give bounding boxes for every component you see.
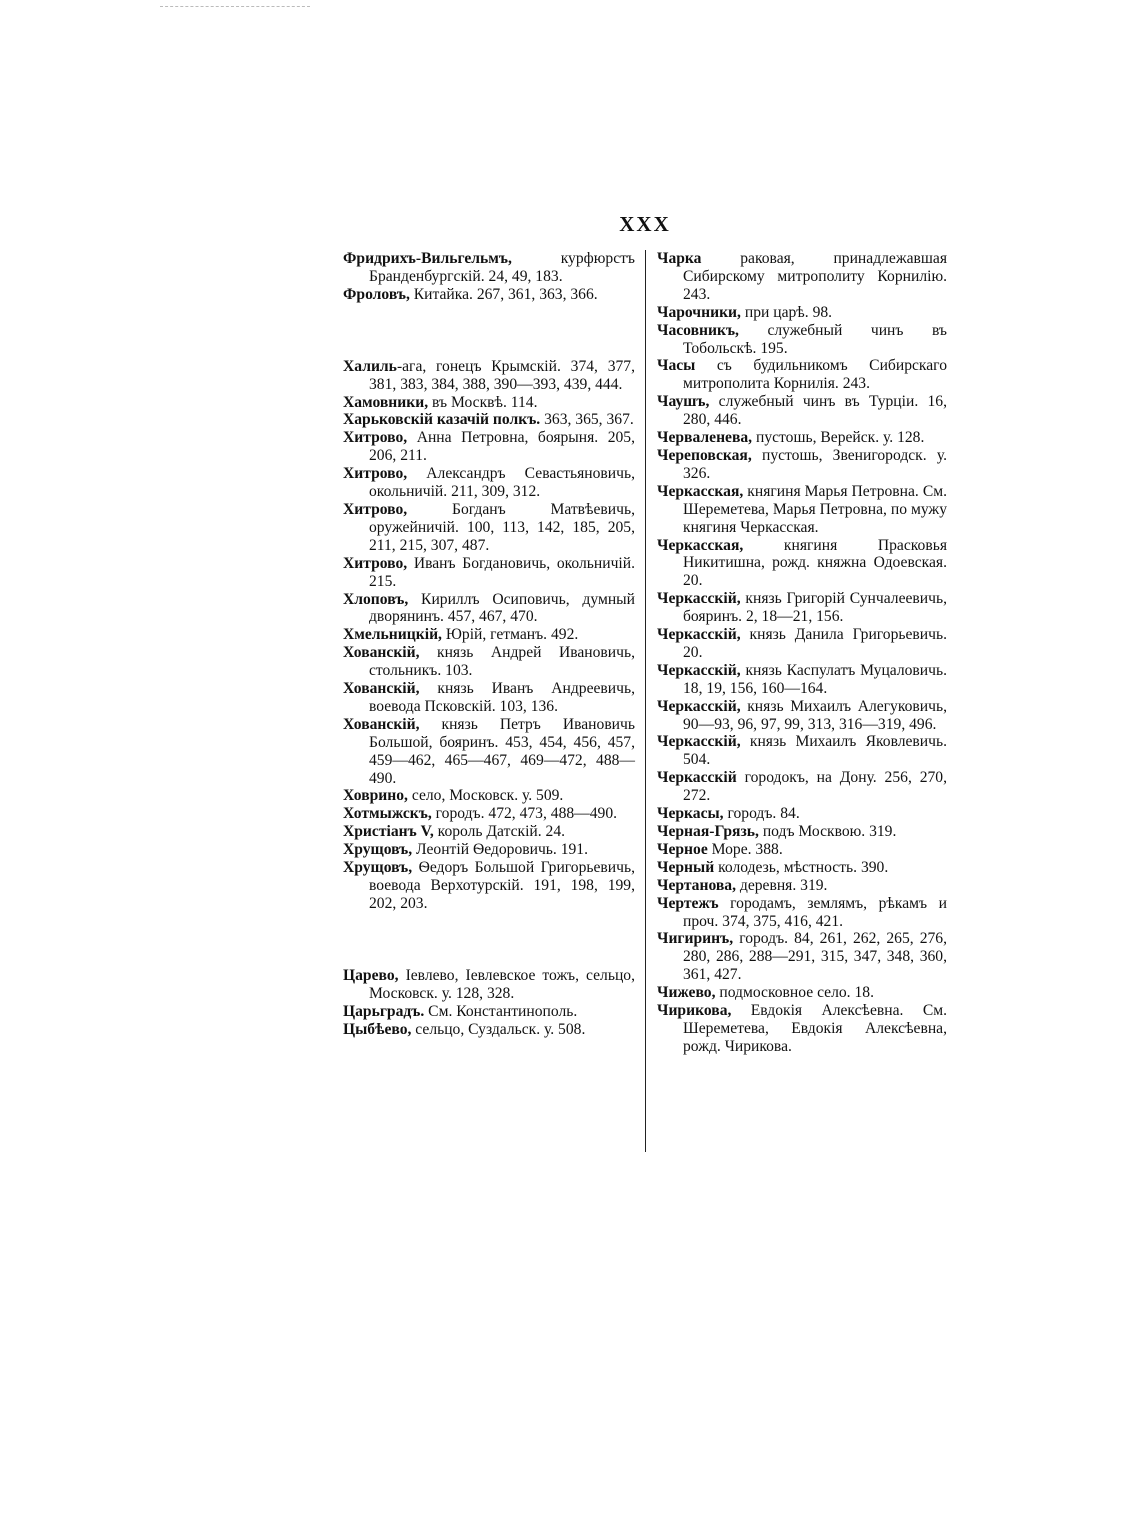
entry-heading: Хрущовъ, (343, 859, 413, 877)
entry-heading: Хамовники, (343, 393, 429, 411)
entry-heading: Ховрино, (343, 787, 408, 805)
entry-heading: Чертежъ (657, 894, 719, 912)
index-entry (657, 930, 947, 984)
entry-text: колодезь, мѣстность. 390. (714, 858, 889, 876)
entry-heading: Хитрово, (343, 465, 408, 483)
entry-heading: Царево, (343, 966, 399, 984)
index-group-kh (343, 358, 635, 913)
column-divider (645, 250, 646, 1152)
index-entry (343, 555, 635, 591)
entry-text: подъ Москвою. 319. (758, 823, 897, 840)
entry-heading: Черкасскій, (657, 661, 741, 679)
index-entry (657, 662, 947, 698)
entry-heading: Хрущовъ, (343, 841, 413, 859)
entry-heading: Чирикова, (657, 1002, 732, 1020)
index-entry (657, 859, 947, 877)
index-entry (657, 1002, 947, 1056)
letter-gap (343, 913, 635, 967)
index-entry (657, 590, 947, 626)
index-entry (657, 769, 947, 805)
entry-text: Анна Петровна, боярыня. 205, 206, 211. (369, 429, 635, 465)
entry-text: княгиня Прасковья Никитишна, рожд. княжна Одоевская. 20. (683, 536, 947, 590)
entry-heading: Хованскій, (343, 715, 420, 733)
entry-text: Море. 388. (707, 840, 783, 858)
entry-heading: Чарка (657, 250, 702, 267)
index-group-f (343, 250, 635, 304)
entry-heading: Черваленева, (657, 429, 753, 447)
entry-text: князь Данила Григорьевичь. 20. (683, 626, 947, 661)
left-column (343, 250, 635, 1038)
entry-heading: Черное (657, 840, 708, 858)
index-entry (343, 501, 635, 555)
entry-text: Іевлево, Іевлевское тожъ, сельцо, Московск. у. 128, 328. (369, 966, 635, 1002)
index-entry (343, 429, 635, 465)
index-entry (657, 698, 947, 734)
entry-text: пустошь, Звенигородск. у. 326. (683, 446, 947, 482)
index-entry (657, 841, 947, 859)
entry-text: князь Михаилъ Алегуковичь, 90—93, 96, 97, 99, 313, 316—319, 496. (683, 697, 947, 733)
right-column (657, 250, 947, 1056)
index-entry (657, 322, 947, 358)
entry-heading: Черкасскій, (657, 590, 741, 608)
entry-heading: Христіанъ V, (343, 823, 434, 841)
scan-mark (160, 6, 310, 8)
index-entry (657, 250, 947, 304)
entry-text: 363, 365, 367. (540, 411, 634, 429)
entry-text: князь Григорій Сунчалеевичь, бояринъ. 2, 18—21, 156. (683, 590, 947, 626)
entry-heading: Хотмыжскъ, (343, 805, 432, 823)
entry-heading: Черкасы, (657, 805, 724, 823)
entry-text: Ѳедоръ Большой Григорьевичь, воевода Верхотурскій. 191, 198, 199, 202, 203. (369, 859, 635, 912)
entry-heading: Чижево, (657, 984, 716, 1002)
entry-heading: Хлоповъ, (343, 590, 409, 608)
entry-text: Китайка. 267, 361, 363, 366. (409, 285, 598, 303)
index-entry (343, 967, 635, 1003)
entry-text: Леонтій Ѳедоровичь. 191. (412, 841, 588, 859)
index-entry (343, 716, 635, 788)
entry-heading: Чертанова, (657, 876, 736, 894)
entry-text: служебный чинъ въ Тобольскѣ. 195. (683, 321, 947, 357)
index-entry (343, 411, 635, 429)
index-entry (343, 591, 635, 627)
index-entry (343, 680, 635, 716)
index-entry (657, 877, 947, 895)
entry-heading: Хмельницкій, (343, 626, 442, 644)
entry-text: съ будильникомъ Сибирскаго митрополита Корнилія. 243. (683, 357, 947, 393)
entry-text: служебный чинъ въ Турціи. 16, 280, 446. (683, 393, 947, 429)
entry-text: Евдокія Алексѣевна. См. Шереметева, Евдокія Алексѣевна, рожд. Чирикова. (683, 1002, 947, 1055)
index-entry (657, 733, 947, 769)
entry-text: князь Петръ Ивановичь Большой, бояринъ. 453, 454, 456, 457, 459—462, 465—467, 469—472, 488—490. (369, 715, 635, 787)
entry-text: при царѣ. 98. (740, 303, 833, 321)
index-entry (343, 626, 635, 644)
entry-text: князь Иванъ Андреевичь, воевода Псковскій. 103, 136. (369, 680, 635, 715)
index-entry (343, 859, 635, 913)
entry-text: Богданъ Матвѣевичь, оружейничій. 100, 113, 142, 185, 205, 211, 215, 307, 487. (369, 500, 635, 554)
entry-heading: Черкасскій, (657, 733, 741, 751)
index-entry (657, 357, 947, 393)
index-group-ch (657, 250, 947, 1056)
entry-heading: Царьградъ. (343, 1002, 425, 1020)
entry-heading: Череповская, (657, 446, 752, 464)
index-entry (343, 250, 635, 286)
index-entry (343, 1021, 635, 1039)
entry-heading: Часовникъ, (657, 321, 739, 339)
index-entry (657, 429, 947, 447)
entry-heading: Хованскій, (343, 644, 420, 662)
index-entry (657, 895, 947, 931)
index-entry (657, 805, 947, 823)
entry-text: Кириллъ Осиповичь, думный дворянинъ. 457, 467, 470. (369, 590, 635, 626)
index-entry (343, 805, 635, 823)
entry-heading: Фроловъ, (343, 285, 410, 303)
index-entry (657, 304, 947, 322)
entry-text: Иванъ Богдановичь, окольничій. 215. (369, 554, 635, 590)
entry-heading: Черкасская, (657, 536, 744, 554)
entry-text: городъ. 472, 473, 488—490. (431, 805, 618, 823)
entry-heading: Чаушъ, (657, 393, 710, 411)
entry-text: городъ. 84. (723, 805, 800, 823)
entry-text: городъ. 84, 261, 262, 265, 276, 280, 286, 288—291, 315, 347, 348, 360, 361, 427. (683, 930, 947, 984)
index-entry (343, 823, 635, 841)
entry-heading: Чигиринъ, (657, 930, 734, 948)
entry-heading: Черкасскій (657, 769, 737, 787)
entry-text: княгиня Марья Петровна. См. Шереметева, Марья Петровна, по мужу княгиня Черкасская. (683, 482, 947, 536)
index-entry (657, 393, 947, 429)
entry-text: сельцо, Суздальск. у. 508. (411, 1020, 586, 1038)
entry-text: король Датскій. 24. (433, 823, 566, 841)
entry-text: -ага, гонецъ Крымскій. 374, 377, 381, 383, 384, 388, 390—393, 439, 444. (369, 357, 635, 393)
entry-text: деревня. 319. (736, 876, 828, 894)
entry-text: князь Михаилъ Яковлевичь. 504. (683, 733, 947, 769)
entry-heading: Хитрово, (343, 429, 408, 447)
entry-heading: Хованскій, (343, 680, 420, 698)
entry-heading: Харьковскій казачій полкъ. (343, 411, 541, 429)
entry-text: пустошь, Верейск. у. 128. (752, 429, 925, 447)
index-entry (657, 984, 947, 1002)
entry-heading: Черкасскій, (657, 697, 741, 715)
entry-text: Юрій, гетманъ. 492. (441, 626, 579, 644)
entry-text: подмосковное село. 18. (715, 984, 874, 1002)
entry-heading: Черкасскій, (657, 626, 741, 644)
index-entry (343, 465, 635, 501)
index-entry (343, 1003, 635, 1021)
entry-heading: Хитрово, (343, 500, 408, 518)
entry-heading: Часы (657, 357, 696, 375)
index-entry (343, 286, 635, 304)
entry-heading: Цыбѣево, (343, 1020, 412, 1038)
index-entry (343, 841, 635, 859)
index-entry (343, 787, 635, 805)
entry-text: село, Московск. у. 509. (407, 787, 564, 805)
entry-text: раковая, принадлежавшая Сибирскому митрополиту Корнилію. 243. (683, 250, 947, 303)
entry-heading: Чарочники, (657, 303, 741, 321)
index-group-ts (343, 967, 635, 1039)
entry-text: городокъ, на Дону. 256, 270, 272. (683, 769, 947, 805)
letter-gap (343, 304, 635, 358)
entry-text: курфюрстъ Бранденбургскій. 24, 49, 183. (369, 250, 635, 285)
index-entry (343, 358, 635, 394)
index-entry (343, 394, 635, 412)
entry-text: См. Константинополь. (424, 1002, 578, 1020)
index-entry (657, 483, 947, 537)
entry-heading: Фридрихъ-Вильгельмъ, (343, 250, 512, 267)
index-entry (657, 537, 947, 591)
index-entry (657, 626, 947, 662)
entry-text: въ Москвѣ. 114. (428, 393, 538, 411)
entry-heading: Хитрово, (343, 554, 408, 572)
entry-heading: Черная-Грязь, (657, 823, 759, 840)
entry-text: Александръ Севастьяновичь, окольничій. 211, 309, 312. (369, 465, 635, 501)
entry-text: князь Каспулатъ Муцаловичь. 18, 19, 156, 160—164. (683, 661, 947, 697)
entry-text: городамъ, землямъ, рѣкамъ и проч. 374, 375, 416, 421. (683, 894, 947, 930)
entry-heading: Халиль (343, 357, 397, 375)
entry-heading: Черный (657, 858, 715, 876)
index-entry (657, 447, 947, 483)
index-entry (343, 644, 635, 680)
index-entry (657, 823, 947, 841)
entry-heading: Черкасская, (657, 482, 744, 500)
entry-text: князь Андрей Ивановичь, стольникъ. 103. (369, 644, 635, 680)
page-number: XXX (619, 212, 671, 236)
